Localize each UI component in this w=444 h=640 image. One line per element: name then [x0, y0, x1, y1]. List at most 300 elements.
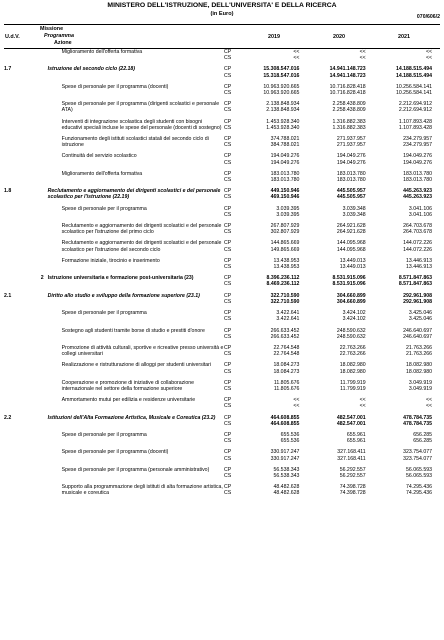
mission-number [30, 49, 47, 61]
cp-value-2021: 3.041.106 [408, 205, 432, 212]
mission-number [30, 397, 47, 409]
cs-label: CS [223, 351, 232, 358]
cp-value-2019: 15.308.547.016 [263, 66, 300, 73]
uvm-code [4, 119, 30, 131]
cs-label: CS [223, 194, 232, 201]
uvm-code [4, 310, 30, 322]
mission-number [30, 293, 47, 305]
uvm-code [4, 467, 30, 479]
cs-value-2019: 183.013.780 [270, 177, 300, 184]
cp-value-2021: 3.049.919 [408, 379, 432, 386]
row-description: Formazione iniziale, tirocinio e inserimento [61, 257, 160, 264]
row-description: Istituzioni dell'Alta Formazione Artistica, Musicale e Coreutica (23.2) [47, 414, 216, 421]
cs-value-2019: 469.150.946 [270, 194, 300, 201]
header-year-1: 2019 [268, 34, 280, 40]
header-missione: Missione [40, 26, 64, 32]
cs-value-2019: 149.865.669 [270, 246, 300, 253]
uvm-code [4, 484, 30, 496]
cp-value-2021: 14.188.515.494 [395, 66, 432, 73]
uvm-code [4, 449, 30, 461]
cs-value-2021: 1.107.893.428 [398, 124, 432, 131]
cp-value-2019: 22.764.548 [273, 344, 300, 351]
cp-value-2021: 18.082.980 [406, 362, 432, 369]
cs-value-2019: 3.039.395 [276, 211, 300, 218]
mission-number [30, 101, 47, 113]
cs-value-2020: 445.505.957 [336, 194, 366, 201]
mission-number [30, 66, 47, 78]
cs-value-2019: 322.710.590 [270, 298, 300, 305]
cp-value-2021: 445.263.923 [403, 188, 432, 195]
cs-value-2021: 2.212.694.912 [398, 107, 432, 114]
uvm-code [4, 275, 30, 287]
cp-value-2020: 2.258.438.809 [332, 101, 366, 108]
cs-value-2019: 2.138.848.934 [266, 107, 300, 114]
mission-number [30, 171, 47, 183]
header-uvm: U.d.V. [5, 34, 20, 40]
cp-value-2020: 13.449.013 [339, 257, 366, 264]
mission-number [30, 310, 47, 322]
cs-value-2021: 246.640.697 [403, 333, 432, 340]
cp-value-2020: 327.168.411 [337, 449, 366, 456]
cp-value-2020: 183.013.780 [336, 170, 366, 177]
row-description: Diritto allo studio e sviluppo della formazione superiore (23.1) [47, 292, 200, 299]
cs-value-2020: 248.590.632 [336, 333, 366, 340]
cs-value-2021: 8.571.847.863 [398, 281, 432, 288]
cs-value-2021: 194.049.276 [403, 159, 432, 166]
cs-value-2020: 655.961 [346, 438, 366, 445]
uvm-code [4, 240, 30, 252]
cp-value-2019: 10.963.920.665 [263, 83, 300, 90]
uvm-code [4, 101, 30, 113]
cp-value-2021: 292.961.908 [403, 292, 432, 299]
cp-value-2020: 482.547.001 [336, 414, 366, 421]
cp-value-2019: << [293, 49, 300, 55]
row-description: Supporto alla programmazione degli istituti di alta formazione artistica, musicale e coreutica [61, 484, 223, 497]
mission-number [30, 223, 47, 235]
cs-value-2019: << [293, 403, 300, 410]
mission-number [30, 467, 47, 479]
cs-value-2020: 13.449.013 [339, 264, 366, 271]
cs-value-2021: 3.041.106 [408, 211, 432, 218]
cp-label: CP [223, 310, 232, 317]
cp-value-2021: 21.763.266 [406, 344, 432, 351]
cs-value-2021: 656.285 [413, 438, 432, 445]
cs-value-2019: << [293, 55, 300, 62]
cp-value-2020: 655.961 [346, 431, 366, 438]
cs-value-2020: 482.547.001 [336, 420, 366, 427]
cp-value-2020: 271.937.957 [336, 136, 366, 143]
cs-label: CS [223, 298, 232, 305]
cp-value-2021: 3.425.046 [408, 310, 432, 317]
mission-number [30, 153, 47, 165]
cs-label: CS [223, 177, 232, 184]
cs-value-2019: 15.318.547.016 [263, 72, 300, 79]
cs-label: CS [223, 316, 232, 323]
cp-value-2019: 194.049.276 [270, 153, 300, 160]
cp-value-2019: 330.917.247 [270, 449, 300, 456]
row-description: Istruzione universitaria e formazione post-universitaria (23) [47, 275, 194, 282]
cs-value-2020: 3.424.102 [342, 316, 366, 323]
cp-value-2020: << [359, 397, 366, 404]
cp-label: CP [223, 484, 232, 491]
cp-value-2021: 56.065.593 [406, 466, 432, 473]
cs-value-2019: 8.469.236.112 [266, 281, 300, 288]
cp-value-2019: 3.039.395 [276, 205, 300, 212]
cp-value-2020: 445.505.957 [336, 188, 366, 195]
cs-value-2020: 1.316.882.383 [332, 124, 366, 131]
cs-value-2020: 10.716.828.418 [329, 90, 366, 97]
cp-label: CP [223, 136, 232, 143]
row-description: Realizzazione e ristrutturazione di alloggi per studenti universitari [61, 362, 212, 369]
cs-value-2021: 10.256.584.141 [395, 90, 432, 97]
cs-value-2020: 304.660.899 [336, 298, 366, 305]
row-description: Sostegno agli studenti tramite borse di studio e prestiti d'onore [61, 327, 205, 334]
cs-value-2021: 478.784.735 [403, 420, 432, 427]
cs-value-2020: 11.799.919 [340, 385, 366, 392]
mission-number [30, 328, 47, 340]
cs-value-2020: 3.039.348 [342, 211, 366, 218]
uvm-code: 2.2 [4, 414, 12, 421]
cs-value-2020: 18.082.980 [339, 368, 366, 375]
uvm-code: 2.1 [4, 292, 12, 299]
cs-value-2020: 22.763.266 [339, 351, 366, 358]
row-description: Promozione di attività culturali, sportive e ricreative presso università e collegi universitari [61, 344, 224, 358]
cs-value-2019: 1.453.928.340 [266, 124, 300, 131]
cs-value-2021: 21.763.266 [406, 351, 432, 358]
cp-label: CP [223, 49, 232, 55]
row-description: Spese di personale per il programma [61, 310, 147, 317]
cp-label: CP [223, 397, 232, 404]
row-description: Interventi di integrazione scolastica degli studenti con bisogni educativi speciali incluse le spese del personale (docenti di sostegno) [61, 118, 222, 131]
mission-number [30, 206, 47, 218]
cp-value-2021: << [425, 397, 432, 404]
row-description: Istruzione del secondo ciclo (22.18) [47, 66, 136, 73]
cp-label: CP [223, 449, 232, 456]
mission-number [30, 415, 47, 427]
cp-value-2019: 144.865.669 [270, 240, 300, 247]
header-azione: Azione [54, 40, 72, 46]
cs-label: CS [223, 55, 232, 62]
uvm-code [4, 206, 30, 218]
cp-value-2020: 144.095.968 [336, 240, 366, 247]
cp-value-2021: 264.703.678 [403, 223, 432, 230]
cs-value-2020: 144.095.968 [336, 246, 366, 253]
cs-value-2019: 11.805.676 [273, 385, 300, 392]
uvm-code [4, 153, 30, 165]
row-description: Continuità del servizio scolastico [61, 153, 137, 160]
cp-value-2019: 8.396.236.112 [266, 275, 300, 282]
cp-value-2020: 248.590.632 [336, 327, 366, 334]
header-year-3: 2021 [398, 34, 410, 40]
mission-number [30, 432, 47, 444]
cs-value-2019: 655.536 [280, 438, 300, 445]
cp-label: CP [223, 362, 232, 369]
cs-value-2021: 264.703.678 [403, 229, 432, 236]
uvm-code [4, 345, 30, 357]
cs-label: CS [223, 455, 232, 462]
uvm-code [4, 380, 30, 392]
cp-value-2019: 449.150.946 [270, 188, 300, 195]
cp-value-2021: 10.256.584.141 [395, 83, 432, 90]
cp-value-2020: 18.082.980 [339, 362, 366, 369]
uvm-code [4, 84, 30, 96]
mission-number [30, 240, 47, 252]
cp-value-2021: 656.285 [413, 431, 432, 438]
cp-label: CP [223, 344, 232, 351]
mission-number [30, 380, 47, 392]
mission-number [30, 449, 47, 461]
cs-value-2020: 183.013.780 [336, 177, 366, 184]
uvm-code [4, 432, 30, 444]
uvm-code [4, 362, 30, 374]
cs-value-2020: 264.921.628 [336, 229, 366, 236]
header-year-2: 2020 [333, 34, 345, 40]
cp-value-2019: 266.633.452 [270, 327, 300, 334]
cp-value-2020: 14.941.148.723 [329, 66, 366, 73]
cp-label: CP [223, 153, 232, 160]
mission-number [30, 484, 47, 496]
cs-value-2019: 302.807.929 [270, 229, 300, 236]
mission-number [30, 119, 47, 131]
cp-value-2019: << [293, 397, 300, 404]
cs-value-2019: 3.422.641 [276, 316, 300, 323]
cs-value-2019: 22.764.548 [273, 351, 300, 358]
row-description: Spese di personale per il programma (dirigenti scolastici e personale ATA) [61, 101, 220, 114]
cs-label: CS [223, 472, 232, 479]
cs-value-2021: 3.425.046 [408, 316, 432, 323]
header-programma: Programma [44, 33, 74, 39]
row-description: Funzionamento degli istituti scolastici statali del secondo ciclo di istruzione [61, 136, 209, 149]
cp-value-2020: 3.039.348 [342, 205, 366, 212]
cp-value-2020: 264.921.628 [336, 223, 366, 230]
cp-value-2020: 10.716.828.418 [329, 83, 366, 90]
cs-value-2020: 74.398.728 [339, 490, 366, 497]
row-description: Spese di personale per il programma (docenti) [61, 83, 169, 90]
cp-label: CP [223, 257, 232, 264]
uvm-code: 1.7 [4, 66, 12, 73]
cp-label: CP [223, 275, 232, 282]
cs-label: CS [223, 490, 232, 497]
header-missione-block [40, 26, 74, 47]
cs-value-2020: 327.168.411 [337, 455, 366, 462]
cs-label: CS [223, 333, 232, 340]
cs-value-2019: 464.608.855 [270, 420, 300, 427]
cp-value-2021: 478.784.735 [403, 414, 432, 421]
cp-label: CP [223, 101, 232, 108]
cs-value-2020: << [359, 55, 366, 62]
cs-label: CS [223, 159, 232, 166]
cp-value-2021: 8.571.847.863 [398, 275, 432, 282]
cp-label: CP [223, 188, 232, 195]
cs-label: CS [223, 107, 232, 114]
cs-label: CS [223, 385, 232, 392]
cp-label: CP [223, 327, 232, 334]
cp-value-2020: 304.660.899 [336, 292, 366, 299]
cs-label: CS [223, 420, 232, 427]
cs-label: CS [223, 438, 232, 445]
row-spacer [4, 497, 440, 502]
row-description: Reclutamento e aggiornamento dei dirigenti scolastici e del personale scolastico per l'istruzione del secondo ciclo [61, 240, 222, 253]
cs-value-2019: 13.438.953 [273, 264, 300, 271]
cp-label: CP [223, 414, 232, 421]
mission-number [30, 136, 47, 148]
cs-value-2020: 194.049.276 [336, 159, 366, 166]
cp-value-2020: << [359, 49, 366, 55]
uvm-code [4, 171, 30, 183]
cp-value-2021: 1.107.893.428 [398, 118, 432, 125]
mission-number [30, 362, 47, 374]
cp-value-2021: 246.640.697 [403, 327, 432, 334]
uvm-code [4, 223, 30, 235]
mission-number [30, 258, 47, 270]
cp-value-2019: 1.453.928.340 [266, 118, 300, 125]
row-description: Spese di personale per il programma (docenti) [61, 449, 169, 456]
mission-number: 2 [40, 275, 44, 282]
cp-value-2019: 322.710.590 [270, 292, 300, 299]
cs-value-2019: 384.788.021 [270, 142, 300, 149]
cp-value-2021: 234.279.957 [403, 136, 432, 143]
cp-label: CP [223, 240, 232, 247]
cp-value-2020: 22.763.266 [339, 344, 366, 351]
cp-value-2021: << [425, 49, 432, 55]
cs-value-2020: 56.292.557 [339, 472, 366, 479]
cp-label: CP [223, 118, 232, 125]
cp-label: CP [223, 466, 232, 473]
table-header [4, 24, 440, 49]
budget-table-body [4, 49, 440, 502]
cs-value-2021: 183.013.780 [403, 177, 432, 184]
cp-value-2020: 74.398.728 [339, 484, 366, 491]
document-title: MINISTERO DELL'ISTRUZIONE, DELL'UNIVERSITA' E DELLA RICERCA [107, 2, 337, 9]
cs-value-2021: 292.961.908 [403, 298, 432, 305]
cp-value-2021: 323.754.077 [403, 449, 432, 456]
cp-value-2021: 144.072.226 [403, 240, 432, 247]
budget-table [4, 49, 440, 502]
row-description: Reclutamento e aggiornamento dei dirigenti scolastici e del personale scolastico per l'istruzione del primo ciclo [61, 223, 222, 236]
cs-value-2019: 18.084.273 [273, 368, 300, 375]
cs-label: CS [223, 403, 232, 410]
row-description: Reclutamento e aggiornamento dei dirigenti scolastici e del personale scolastico per l'istruzione (22.19) [47, 188, 221, 201]
cp-value-2020: 3.424.102 [342, 310, 366, 317]
cp-value-2019: 56.538.343 [273, 466, 300, 473]
uvm-code [4, 49, 30, 61]
cs-value-2020: 14.941.148.723 [329, 72, 366, 79]
cs-label: CS [223, 211, 232, 218]
cs-value-2020: << [359, 403, 366, 410]
cp-label: CP [223, 292, 232, 299]
cp-value-2019: 183.013.780 [270, 170, 300, 177]
mission-number [30, 345, 47, 357]
cp-value-2019: 13.438.953 [273, 257, 300, 264]
cs-value-2021: 18.082.980 [406, 368, 432, 375]
cs-label: CS [223, 90, 232, 97]
cs-label: CS [223, 246, 232, 253]
cp-value-2021: 2.212.694.912 [398, 101, 432, 108]
mission-number [30, 188, 47, 200]
cp-label: CP [223, 170, 232, 177]
cs-value-2021: 3.049.919 [408, 385, 432, 392]
uvm-code [4, 328, 30, 340]
cs-value-2019: 10.963.920.665 [263, 90, 300, 97]
currency-note: (in Euro) [210, 11, 234, 17]
cs-value-2021: << [425, 55, 432, 62]
cp-label: CP [223, 223, 232, 230]
cs-value-2019: 266.633.452 [270, 333, 300, 340]
uvm-code [4, 397, 30, 409]
cs-value-2020: 2.258.438.809 [332, 107, 366, 114]
cp-label: CP [223, 205, 232, 212]
cp-value-2021: 74.295.436 [406, 484, 432, 491]
document-code: 070/606/2 [416, 14, 440, 20]
row-description: Spese di personale per il programma [61, 431, 147, 438]
uvm-code [4, 258, 30, 270]
cp-value-2021: 194.049.276 [403, 153, 432, 160]
cs-value-2020: 8.531.915.096 [332, 281, 366, 288]
cp-value-2019: 11.805.676 [273, 379, 300, 386]
cp-value-2020: 11.799.919 [340, 379, 366, 386]
row-description: Cooperazione e promozione di iniziative di collaborazione internazionale nel settore della formazione superiore [61, 379, 195, 392]
cp-label: CP [223, 379, 232, 386]
cs-value-2021: << [425, 403, 432, 410]
cs-value-2021: 13.446.913 [406, 264, 432, 271]
mission-number [30, 84, 47, 96]
uvm-code: 1.8 [4, 188, 12, 195]
cp-value-2019: 655.536 [280, 431, 300, 438]
row-description: Spese di personale per il programma [61, 205, 147, 212]
cp-value-2019: 374.788.021 [270, 136, 300, 143]
cp-value-2019: 3.422.641 [276, 310, 300, 317]
row-description: Spese di personale per il programma (personale amministrativo) [61, 466, 210, 473]
cp-value-2020: 8.531.915.096 [332, 275, 366, 282]
uvm-code [4, 136, 30, 148]
cp-value-2019: 2.138.848.934 [266, 101, 300, 108]
cs-value-2021: 74.295.436 [406, 490, 432, 497]
cs-value-2021: 445.263.923 [403, 194, 432, 201]
cs-value-2021: 14.188.515.494 [395, 72, 432, 79]
row-description: Ammortamento mutui per edilizia e residenze universitarie [61, 397, 196, 404]
cp-value-2020: 194.049.276 [336, 153, 366, 160]
cp-value-2019: 18.084.273 [273, 362, 300, 369]
cp-value-2020: 1.316.882.383 [332, 118, 366, 125]
cs-value-2019: 194.049.276 [270, 159, 300, 166]
cp-value-2019: 48.482.628 [273, 484, 300, 491]
cs-label: CS [223, 72, 232, 79]
cp-value-2020: 56.292.557 [339, 466, 366, 473]
cp-value-2021: 183.013.780 [403, 170, 432, 177]
cp-value-2019: 267.807.929 [270, 223, 300, 230]
cs-value-2021: 323.754.077 [403, 455, 432, 462]
cs-label: CS [223, 142, 232, 149]
cs-value-2021: 234.279.957 [403, 142, 432, 149]
cs-value-2021: 144.072.226 [403, 246, 432, 253]
cp-value-2021: 13.446.913 [406, 257, 432, 264]
cs-label: CS [223, 229, 232, 236]
cp-label: CP [223, 66, 232, 73]
cs-label: CS [223, 264, 232, 271]
cp-label: CP [223, 83, 232, 90]
cs-value-2020: 271.937.957 [336, 142, 366, 149]
cp-label: CP [223, 431, 232, 438]
row-description: Miglioramento dell'offerta formativa [61, 49, 143, 55]
cp-value-2019: 464.608.855 [270, 414, 300, 421]
cs-label: CS [223, 281, 232, 288]
cs-value-2019: 56.538.343 [273, 472, 300, 479]
cs-value-2019: 330.917.247 [270, 455, 300, 462]
row-description: Miglioramento dell'offerta formativa [61, 170, 143, 177]
cs-label: CS [223, 124, 232, 131]
cs-label: CS [223, 368, 232, 375]
cs-value-2021: 56.065.593 [406, 472, 432, 479]
